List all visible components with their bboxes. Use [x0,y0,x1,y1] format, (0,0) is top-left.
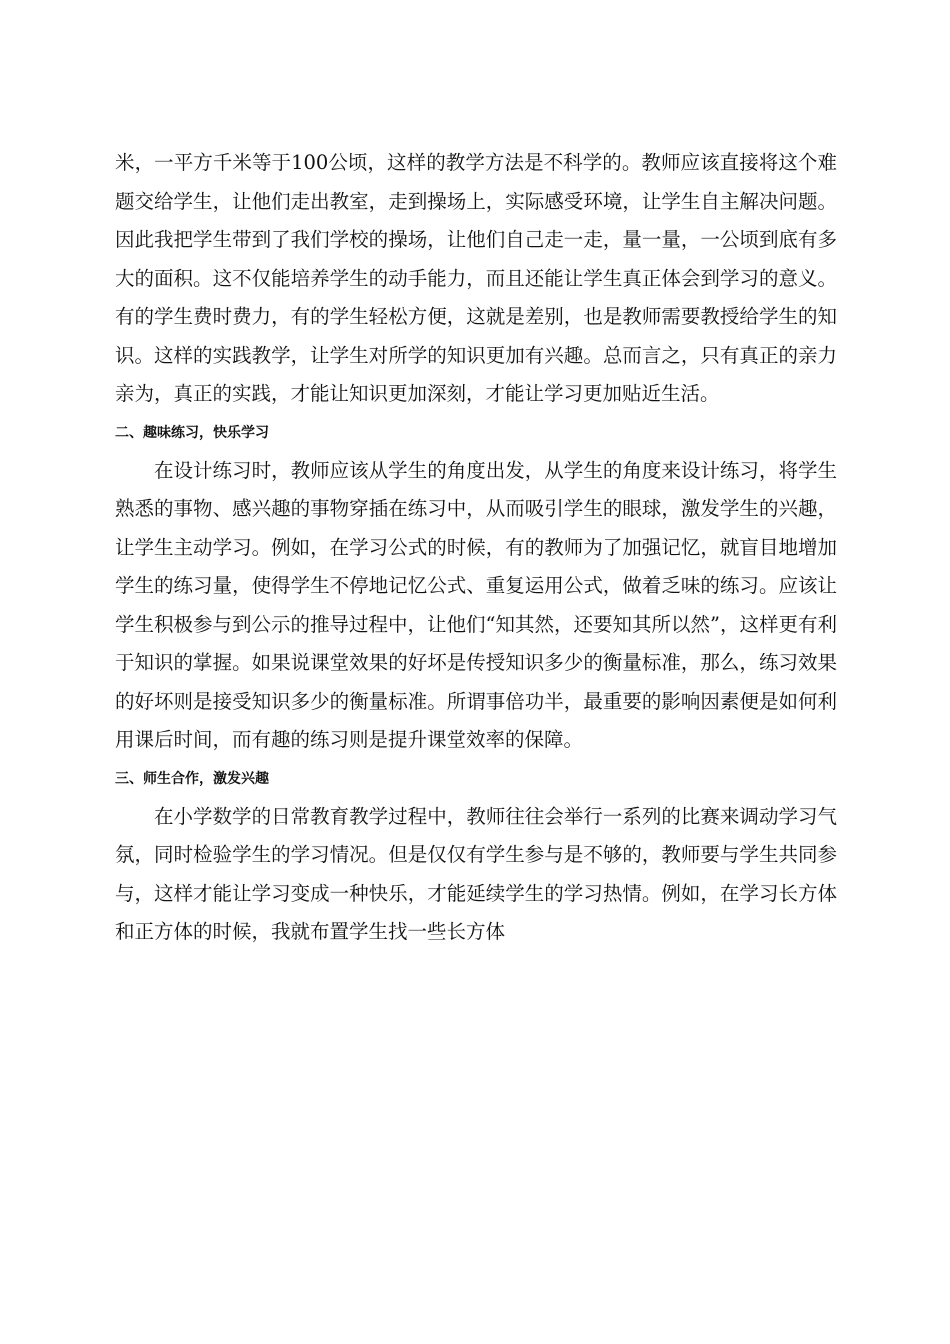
section-heading-2: 二、趣味练习，快乐学习 [115,424,269,441]
body-paragraph-continued: 米，一平方千米等于100公顷，这样的教学方法是不科学的。教师应该直接将这个难题交给学生，让他们走出教室，走到操场上，实际感受环境，让学生自主解决问题。因此我把学生带到了我们学校的操场，让他们自己走一走，量一量，一公顷到底有多大的面积。这不仅能培养学生的动手能力，而且还能让学生真正体会到学习的意义。有的学生费时费力，有的学生轻松方便，这就是差别，也是教师需要教授给学生的知识。这样的实践教学，让学生对所学的知识更加有兴趣。总而言之，只有真正的亲力亲为，真正的实践，才能让知识更加深刻，才能让学习更加贴近生活。 [115,151,837,405]
body-paragraph-section-2: 在设计练习时，教师应该从学生的角度出发，从学生的角度来设计练习，将学生熟悉的事物、感兴趣的事物穿插在练习中，从而吸引学生的眼球，激发学生的兴趣，让学生主动学习。例如，在学习公式的时候，有的教师为了加强记忆，就盲目地增加学生的练习量，使得学生不停地记忆公式、重复运用公式，做着乏味的练习。应该让学生积极参与到公示的推导过程中，让他们“知其然，还要知其所以然”，这样更有利于知识的掌握。如果说课堂效果的好坏是传授知识多少的衡量标准，那么，练习效果的好坏则是接受知识多少的衡量标准。所谓事倍功半，最重要的影响因素便是如何利用课后时间，而有趣的练习则是提升课堂效率的保障。 [115,458,837,751]
section-heading-3: 三、师生合作，激发兴趣 [115,770,269,787]
body-paragraph-section-3: 在小学数学的日常教育教学过程中，教师往往会举行一系列的比赛来调动学习气氛，同时检验学生的学习情况。但是仅仅有学生参与是不够的，教师要与学生共同参与，这样才能让学习变成一种快乐，才能延续学生的学习热情。例如，在学习长方体和正方体的时候，我就布置学生找一些长方体 [115,804,837,943]
document-page [115,144,837,952]
